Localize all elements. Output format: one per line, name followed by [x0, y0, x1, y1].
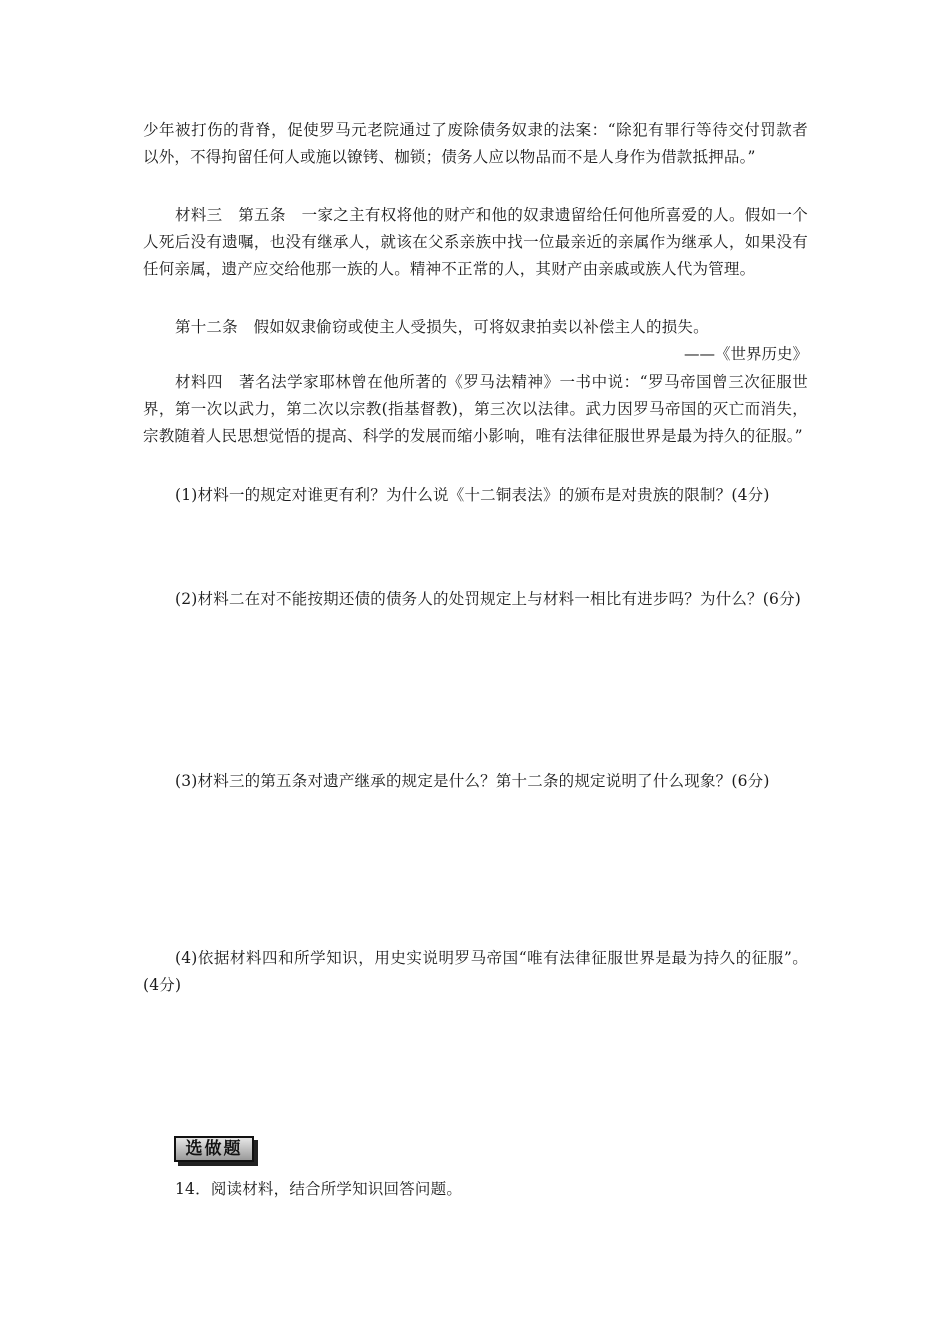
question-14: 14．阅读材料，结合所学知识回答问题。 [175, 1180, 463, 1198]
paragraph-material-four: 材料四 著名法学家耶林曾在他所著的《罗马法精神》一书中说：“罗马帝国曾三次征服世界，第一次以武力，第二次以宗教(指基督教)，第三次以法律。武力因罗马帝国的灭亡而消失，宗教随着人民思想觉悟的提高、科学的发展而缩小影响，唯有法律征服世界是最为持久的征服。” [143, 373, 808, 445]
paragraph-article-twelve: 第十二条 假如奴隶偷窃或使主人受损失，可将奴隶拍卖以补偿主人的损失。 [175, 318, 709, 336]
source-citation: ——《世界历史》 [683, 345, 808, 363]
optional-section-badge [174, 1136, 258, 1166]
paragraph-material-two-end: 少年被打伤的背脊，促使罗马元老院通过了废除债务奴隶的法案：“除犯有罪行等待交付罚款者以外，不得拘留任何人或施以镣铐、枷锁；债务人应以物品而不是人身作为借款抵押品。” [143, 121, 808, 166]
badge-label: 选做题 [185, 1139, 243, 1159]
paragraph-material-three: 材料三 第五条 一家之主有权将他的财产和他的奴隶遗留给任何他所喜爱的人。假如一个人死后没有遗嘱，也没有继承人，就该在父系亲族中找一位最亲近的亲属作为继承人，如果没有任何亲属，遗产应交给他那一族的人。精神不正常的人，其财产由亲戚或族人代为管理。 [143, 206, 808, 278]
question-4: (4)依据材料四和所学知识，用史实说明罗马帝国“唯有法律征服世界是最为持久的征服”。(4分) [143, 949, 808, 994]
question-1: (1)材料一的规定对谁更有利？为什么说《十二铜表法》的颁布是对贵族的限制？(4分) [175, 486, 770, 504]
question-3: (3)材料三的第五条对遗产继承的规定是什么？第十二条的规定说明了什么现象？(6分) [175, 772, 770, 790]
question-2: (2)材料二在对不能按期还债的债务人的处罚规定上与材料一相比有进步吗？为什么？(6分) [175, 590, 802, 608]
